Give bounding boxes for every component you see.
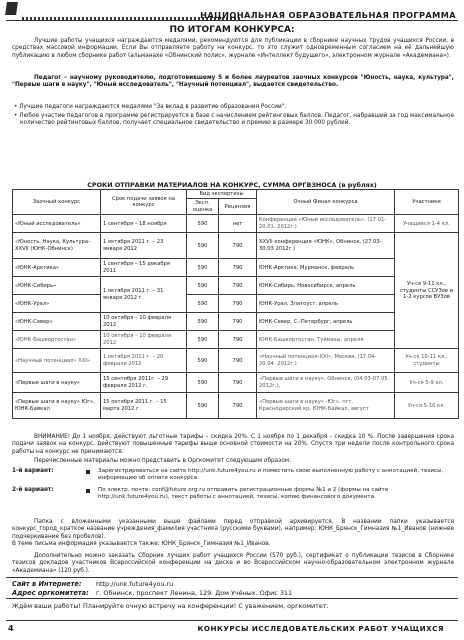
running-title: НАЦИОНАЛЬНАЯ ОБРАЗОВАТЕЛЬНАЯ ПРОГРАММА [200, 10, 456, 20]
cell-review: 790 [219, 331, 257, 349]
cell-participants: Уч-ся 5-9 кл. [395, 373, 459, 393]
footer-rule-bottom [6, 620, 458, 621]
table-header-row [13, 190, 459, 199]
col-participants: Участники [395, 190, 459, 215]
header-rule [6, 20, 458, 21]
bullet-square-icon [86, 489, 90, 493]
cell-contest: «ЮНК-Сибирь» [13, 277, 101, 295]
cell-review: 790 [219, 259, 257, 277]
cell-contest: «ЮНК-Север» [13, 313, 101, 331]
additional-paragraph: Дополнительно можно заказать Сборник лучших работ учащихся России (570 руб.), сертификат о публикации тезисов в Сборнике тезисов докладов участников Всероссийской конференции на диске и во Всероссийском научно-образовательном электронном журнале «Академиана» (120 руб.). [12, 553, 454, 574]
cell-eval: 590 [187, 233, 219, 259]
cell-review: нет [219, 215, 257, 233]
cell-eval: 590 [187, 277, 219, 295]
col-review: Рецензия [219, 199, 257, 215]
attention-paragraph: ВНИМАНИЕ! До 1 ноября, действуют льготные тарифы – скидка 20%. С 1 ноября по 1 декабря – скидка 10 %. После завершения срока подачи заявок на конкурс, действуют повышенные тарифы выше основной стоимости на 20%. Спустя три недели после контрольного срока работы на конкурс не принимаются. [12, 434, 454, 455]
variant-2-text: По электр. почте: conf@future.org.ru отправить регистрационные формы №1 и 2 (формы на сайте http://unk.future4you.ru), текст работы с аннотацией, тезисы, копию финансового документа. [98, 487, 389, 501]
variant-1-label: 1-й вариант: [12, 468, 54, 474]
site-label: Сайт в Интернете: [12, 580, 82, 588]
cell-contest: «ЮНК-Урал» [13, 295, 101, 313]
table-row [13, 233, 459, 259]
cell-review: 790 [219, 349, 257, 373]
cell-final: «Первые шаги в науку», Обнинск, (04.03-07.05. 2012г.), [257, 373, 395, 393]
submission-intro: Перечисленные материалы можно представить в Оргкомитет следующим образом: [34, 458, 292, 464]
cell-deadline: 1 сентября – 18 ноября [101, 215, 187, 233]
col-final: Очный Финал конкурса [257, 190, 395, 215]
cell-deadline: 10 октября – 10 февраля 2012 [101, 331, 187, 349]
cell-eval: 590 [187, 259, 219, 277]
col-expertise: Вид экспертизы [187, 190, 257, 199]
cell-participants: Учащиеся 1-4 кл. [395, 215, 459, 233]
cell-eval: 590 [187, 215, 219, 233]
cell-deadline: 15 октября 2011 г. – 15 марта 2012 г. [101, 393, 187, 419]
table-row [13, 277, 459, 295]
cell-eval: 590 [187, 331, 219, 349]
bullet-rating: • Любое участие педагогов в программе регистрируется в базе с начислением рейтинговых баллов. Педагог, набравший за год максимальное количество рейтинговых баллов, получает специальное свидетельство и премию в размере 30 000 рублей. [14, 113, 454, 127]
deadlines-table [12, 189, 459, 419]
table-caption: СРОКИ ОТПРАВКИ МАТЕРИАЛОВ НА КОНКУРС, СУММА ОРГВЗНОСА (в рублях) [87, 181, 377, 189]
col-deadline: Срок подачи заявок на конкурс [101, 190, 187, 215]
cell-participants: Уч-ся 10-11 кл., студенты [395, 349, 459, 373]
cell-final: Конференция «Юный исследователь», (17.01-20.01. 2012г.) [257, 215, 395, 233]
cell-review: 790 [219, 373, 257, 393]
cell-contest: «Юность, Наука, Культура-XXVII (ЮНК-Обнинск) [13, 233, 101, 259]
cell-final: ЮНК-Башкортостан, Туймазы, апреля [257, 331, 395, 349]
cell-eval: 590 [187, 373, 219, 393]
cell-review: 790 [219, 233, 257, 259]
address-value: г. Обнинск, проспект Ленина, 129. Дом Учёных. Офис 311 [96, 589, 293, 597]
table-row [13, 331, 459, 349]
cell-participants: Уч-ся 5-10 кл. [395, 393, 459, 419]
cell-contest: «Первые шаги в науку» Юг», ЮНК-Байкал [13, 393, 101, 419]
cell-participants-merged: Уч-ся 9-11 кл., студенты ССУЗов и 1-2 курсов ВУЗов [395, 233, 459, 349]
cell-final: «Научный потенциал-XXI», Москва, (17.04-20.04. 2012г.) [257, 349, 395, 373]
col-contest: Заочный конкурс [13, 190, 101, 215]
cell-deadline: 15 сентября 2011г. – 29 февраля 2012 г. [101, 373, 187, 393]
cell-deadline-merged: 1 октября 2011 г. – 31 января 2012 г. [101, 277, 187, 313]
cell-contest: «Первые шаги в науку» [13, 373, 101, 393]
bullet-medals-text: Лучшие педагоги награждаются медалями "За вклад в развитие образования России". [19, 104, 287, 110]
cell-final: ЮНК-Урал, Златоуст, апрель [257, 295, 395, 313]
cell-eval: 590 [187, 313, 219, 331]
cell-final: ЮНК-Арктика, Мурманск, февраль [257, 259, 395, 277]
table-row [13, 373, 459, 393]
cell-deadline: 1 октября 2011 г. – 23 января 2012 [101, 233, 187, 259]
cell-deadline: 10 октября – 10 февраля 2012 [101, 313, 187, 331]
cell-final: ЮНК-Север, С.-Петербург, апрель [257, 313, 395, 331]
intro-paragraph-2: Педагог – научному руководителю, подготовившему 5 и более лауреатов заочных конкурсов "Юность, наука, культура", "Первые шаги в науку", "Юный исследователь", "Научный потенциал", выдается свидетельство. [12, 75, 454, 89]
bullet-square-icon [86, 470, 90, 474]
cell-deadline: 1 октября 2011 г. – 20 февраля 2012 [101, 349, 187, 373]
table-row [13, 295, 459, 313]
cell-final: XXVII конференция «ЮНК», Обнинск, (27.03-30.03 2012г.) [257, 233, 395, 259]
cell-eval: 590 [187, 295, 219, 313]
address-label: Адрес оргкомитета: [12, 589, 89, 597]
cell-review: 790 [219, 313, 257, 331]
table-row [13, 349, 459, 373]
cell-final: «Первые шаги в науку» -Юг», пгт. Краснодарский кр, ЮНК-Байкал, август [257, 393, 395, 419]
closing-text: Ждём ваши работы! Планируйте очную встречу на конференции! С уважением, оргкомитет. [12, 602, 329, 610]
variant-2-label: 2-й вариант: [12, 487, 54, 493]
cell-review: 790 [219, 277, 257, 295]
cell-final: ЮНК-Сибирь, Новосибирск, апрель [257, 277, 395, 295]
folder-paragraph: Папка с вложенными указанными выше файлами перед отправкой архивируется. В названии папки указывается конкурс_город_краткое название учреждения_фамилия участника (русскими буквами), например: ЮНК_Брянск_Гимназия №1_Иванов (нижнее подчеркивание без пробелов). [12, 519, 454, 540]
bullet-medals: • Лучшие педагоги награждаются медалями "За вклад в развитие образования России". [14, 104, 287, 110]
variant-1-text: Зарегистрироваться на сайте http://unk.future4you.ru и поместить свою выполненную работу с аннотацией, тезисы, информацию об оплате конкурса. [98, 468, 444, 482]
page-title: ПО ИТОГАМ КОНКУРСА: [169, 25, 295, 35]
page-number: 4 [8, 624, 14, 633]
footer-rule-mid [6, 598, 458, 599]
cell-contest: «ЮНК-Башкортостан» [13, 331, 101, 349]
cell-eval: 590 [187, 393, 219, 419]
cell-contest: «ЮНК-Арктика» [13, 259, 101, 277]
table-row [13, 259, 459, 277]
logo-mark [5, 2, 18, 15]
subject-paragraph: В теме письма информация указывается также: ЮНК_Брянск_Гимназия №1_Иванов. [12, 541, 271, 547]
footer-rule-top [6, 577, 458, 578]
table-row [13, 215, 459, 233]
bottom-running-title: КОНКУРСЫ ИССЛЕДОВАТЕЛЬСКИХ РАБОТ УЧАЩИХСЯ [197, 624, 444, 633]
cell-contest: «Юный исследователь» [13, 215, 101, 233]
cell-deadline: 1 сентября – 15 декабря 2011 [101, 259, 187, 277]
bullet-rating-text: Любое участие педагогов в программе регистрируется в базе с начислением рейтинговых баллов. Педагог, набравший за год максимальное количество рейтинговых баллов, получает специальное свидетельство и премию в размере 30 000 рублей. [19, 113, 454, 127]
cell-review: 790 [219, 295, 257, 313]
table-row [13, 313, 459, 331]
col-eval: Эксп. оценка [187, 199, 219, 215]
cell-contest: «Научный потенциал» XXI» [13, 349, 101, 373]
cell-eval: 590 [187, 349, 219, 373]
intro-paragraph-1: Лучшие работы учащихся награждаются медалями, рекомендуются для публикации в сборнике научных трудов учащихся России, в средствах массовой информации. Если Вы отправляете работу на конкурс, то это служит одновременным согласием на её дальнейшую публикацию в любом сборнике работ (альманахе «Обнинский полис», журнале «Интеллект будущего», электронном журнале «Академиана»). [12, 38, 454, 59]
site-link[interactable]: http://unk.future4you.ru [96, 580, 174, 588]
cell-review: 790 [219, 393, 257, 419]
table-row [13, 393, 459, 419]
